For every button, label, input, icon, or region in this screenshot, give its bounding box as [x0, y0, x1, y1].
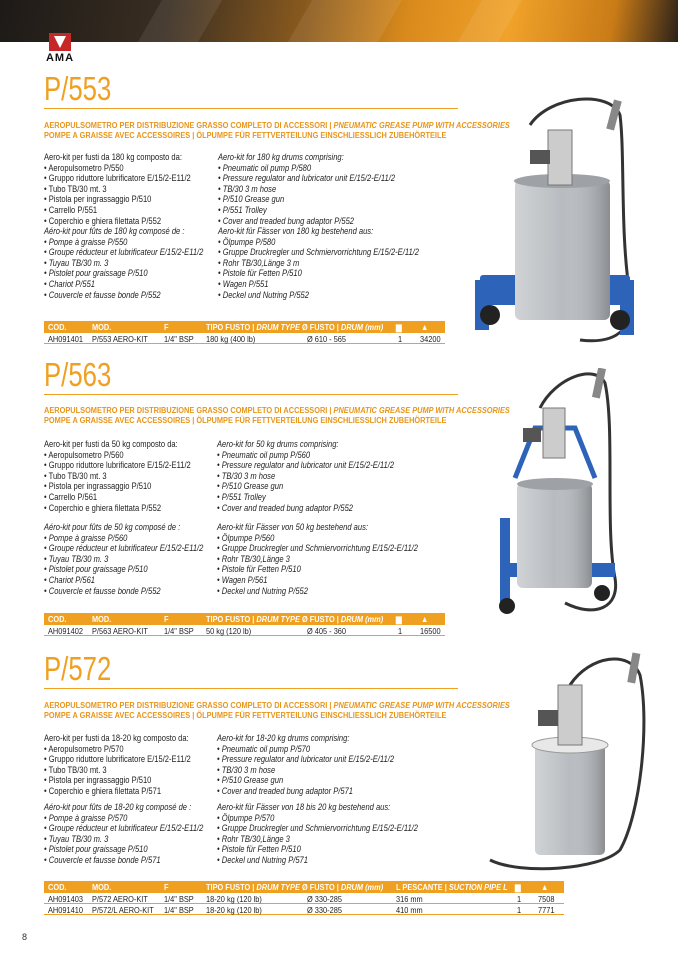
p553-pump-image — [470, 95, 650, 350]
table-row: AH091401 P/553 AERO-KIT 1/4" BSP 180 kg (400 lb) Ø 610 - 565 1 34200 — [44, 333, 445, 344]
table-header: COD. MOD. F TIPO FUSTO | DRUM TYPE Ø FUSTO | DRUM (mm) ▆ ▲ — [44, 613, 445, 625]
product-title: P/553 — [44, 70, 112, 107]
weight-icon: ▲ — [541, 882, 549, 892]
title-rule — [44, 394, 458, 395]
table-header: COD. MOD. F TIPO FUSTO | DRUM TYPE Ø FUSTO | DRUM (mm) L PESCANTE | SUCTION PIPE L ▆ ▲ — [44, 881, 564, 893]
box-icon: ▆ — [396, 322, 402, 332]
product-table — [44, 613, 445, 636]
page-number: 8 — [22, 932, 28, 942]
box-icon: ▆ — [515, 882, 521, 892]
description-fr: Aéro-kit pour fûts de 18-20 kg composé de : • Pompe à graisse P/570 • Groupe réducteur et lubrificateur E/15/2-E11/2 • Tuyau TB/30 m. 3 • Pistolet pour graissage P/510 • Couvercle et fausse bonde P/571 — [44, 802, 204, 865]
product-subtitle: AEROPULSOMETRO PER DISTRIBUZIONE GRASSO COMPLETO DI ACCESSORI | PNEUMATIC GREASE PUMP WITH ACCESSORIES POMPE A GRAISSE AVEC ACCESSOIRES | ÖLPUMPE FÜR FETTVERTEILUNG EINSCHLIESSLICH ZUBEHÖRTEILE — [44, 120, 510, 140]
description-it-fr: Aero-kit per fusti da 180 kg composto da: • Aeropulsometro P/550 • Gruppo riduttore lubrificatore E/15/2-E11/2 • Tubo TB/30 mt. 3 • Pistola per ingrassaggio P/510 • Carrello P/551 • Coperchio e ghiera filettata P/552 — [44, 152, 191, 226]
product-title: P/563 — [44, 356, 112, 393]
p572-pump-image — [480, 645, 655, 875]
product-title: P/572 — [44, 650, 112, 687]
description-en: Aero-kit for 18-20 kg drums comprising: • Pneumatic oil pump P/570 • Pressure regulator and lubricator unit E/15/2-E/11/2 • TB/30 3 m hose • P/510 Grease gun • Cover and treaded bung adaptor P/571 — [217, 733, 395, 796]
description-en: Aero-kit for 180 kg drums comprising: • Pneumatic oil pump P/580 • Pressure regulator and lubricator unit E/15/2-E/11/2 • TB/30 3 m hose • P/510 Grease gun • P/551 Trolley • Cover and treaded bung adaptor P/552 — [218, 152, 396, 226]
product-subtitle: AEROPULSOMETRO PER DISTRIBUZIONE GRASSO COMPLETO DI ACCESSORI | PNEUMATIC GREASE PUMP WITH ACCESSORIES POMPE A GRAISSE AVEC ACCESSOIRES | ÖLPUMPE FÜR FETTVERTEILUNG EINSCHLIESSLICH ZUBEHÖRTEILE — [44, 700, 510, 720]
title-rule — [44, 108, 458, 109]
description-de: Aero-kit für Fässer von 180 kg bestehend aus: • Ölpumpe P/580 • Gruppe Druckregler und Schmiervorrichtung E/15/2-E/11/2 • Rohr TB/30,Länge 3 m • Pistole für Fetten P/510 • Wagen P/551 • Deckel und Nutring P/552 — [218, 226, 419, 300]
weight-icon: ▲ — [421, 614, 429, 624]
weight-icon: ▲ — [421, 322, 429, 332]
title-rule — [44, 688, 458, 689]
description-de: Aero-kit für Fässer von 50 kg bestehend aus: • Ölpumpe P/560 • Gruppe Druckregler und Schmiervorrichtung E/15/2-E/11/2 • Rohr TB/30,Länge 3 • Pistole für Fetten P/510 • Wagen P/561 • Deckel und Nutring P/552 — [217, 522, 418, 596]
table-row: AH091402 P/563 AERO-KIT 1/4" BSP 50 kg (120 lb) Ø 405 - 360 1 16500 — [44, 625, 445, 636]
description-en: Aero-kit for 50 kg drums comprising: • Pneumatic oil pump P/560 • Pressure regulator and lubricator unit E/15/2-E/11/2 • TB/30 3 m hose • P/510 Grease gun • P/551 Trolley • Cover and treaded bung adaptor P/552 — [217, 439, 395, 513]
header-banner — [0, 0, 678, 42]
company-logo: AMA — [44, 33, 76, 63]
description-fr: Aéro-kit pour fûts de 180 kg composé de : • Pompe à graisse P/550 • Groupe réducteur et lubrificateur E/15/2-E11/2 • Tuyau TB/30 m. 3 • Pistolet pour graissage P/510 • Chariot P/551 • Couvercle et fausse bonde P/552 — [44, 226, 204, 300]
description-it: Aero-kit per fusti da 50 kg composto da: • Aeropulsometro P/560 • Gruppo riduttore lubrificatore E/15/2-E11/2 • Tubo TB/30 mt. 3 • Pistola per ingrassaggio P/510 • Carrello P/561 • Coperchio e ghiera filettata P/552 — [44, 439, 191, 513]
description-it: Aero-kit per fusti da 18-20 kg composto da: • Aeropulsometro P/570 • Gruppo riduttore lubrificatore E/15/2-E11/2 • Tubo TB/30 mt. 3 • Pistola per ingrassaggio P/510 • Coperchio e ghiera filettata P/571 — [44, 733, 191, 796]
p563-pump-image — [495, 368, 655, 618]
product-subtitle: AEROPULSOMETRO PER DISTRIBUZIONE GRASSO COMPLETO DI ACCESSORI | PNEUMATIC GREASE PUMP WITH ACCESSORIES POMPE A GRAISSE AVEC ACCESSOIRES | ÖLPUMPE FÜR FETTVERTEILUNG EINSCHLIESSLICH ZUBEHÖRTEILE — [44, 405, 510, 425]
table-row: AH091403 P/572 AERO-KIT 1/4" BSP 18-20 kg (120 lb) Ø 330-285 316 mm 1 7508 — [44, 893, 564, 904]
box-icon: ▆ — [396, 614, 402, 624]
product-table — [44, 881, 564, 915]
table-row: AH091410 P/572/L AERO-KIT 1/4" BSP 18-20 kg (120 lb) Ø 330-285 410 mm 1 7771 — [44, 904, 564, 915]
table-header: COD. MOD. F TIPO FUSTO | DRUM TYPE Ø FUSTO | DRUM (mm) ▆ ▲ — [44, 321, 445, 333]
product-table — [44, 321, 445, 344]
description-de: Aero-kit für Fässer von 18 bis 20 kg bestehend aus: • Ölpumpe P/570 • Gruppe Druckregler und Schmiervorrichtung E/15/2-E/11/2 • Rohr TB/30,Länge 3 • Pistole für Fetten P/510 • Deckel und Nutring P/571 — [217, 802, 418, 865]
description-fr: Aéro-kit pour fûts de 50 kg composé de : • Pompe à graisse P/560 • Groupe réducteur et lubrificateur E/15/2-E11/2 • Tuyau TB/30 m. 3 • Pistolet pour graissage P/510 • Chariot P/561 • Couvercle et fausse bonde P/552 — [44, 522, 204, 596]
